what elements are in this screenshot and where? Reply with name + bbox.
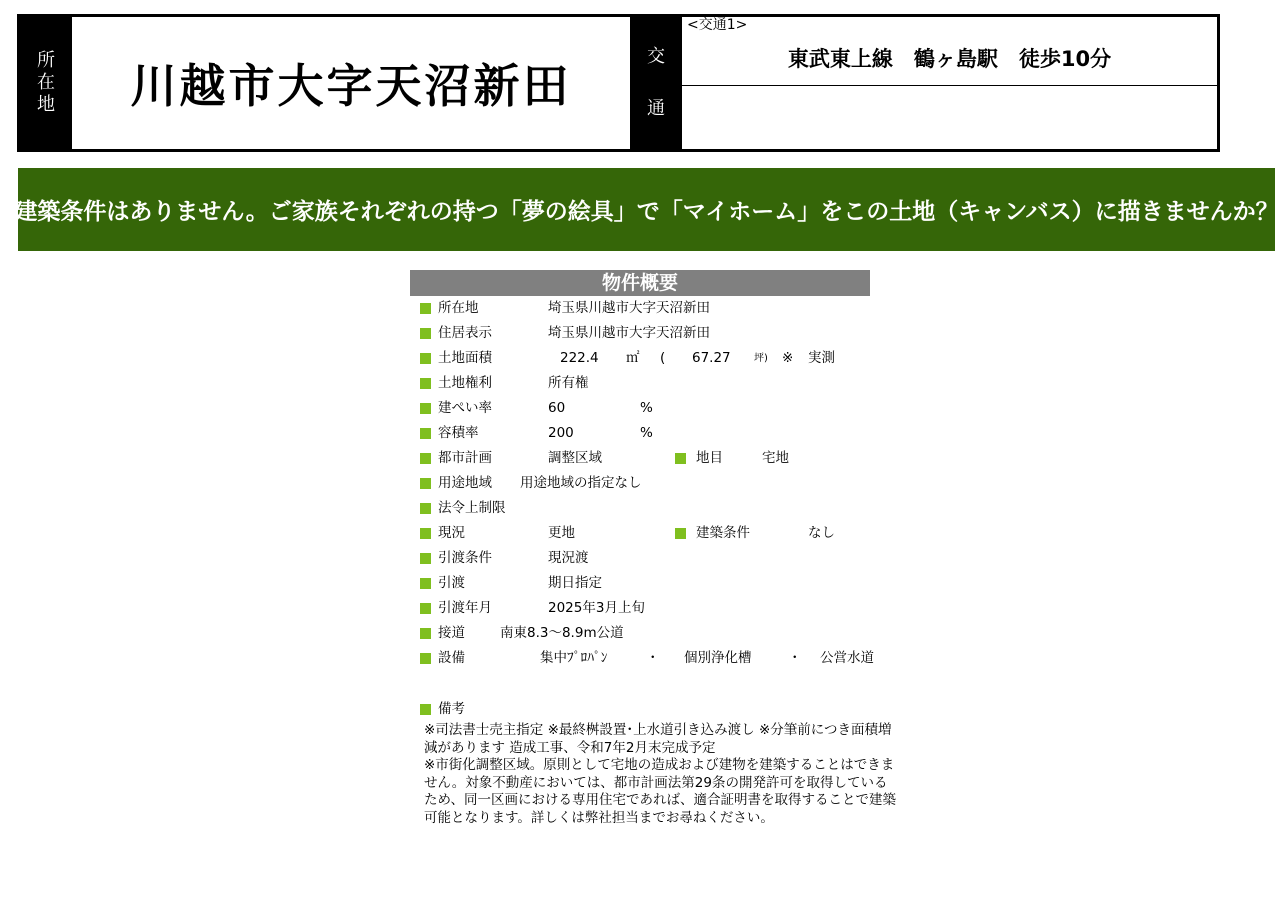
traffic-label xyxy=(630,17,682,149)
row-label: 土地面積 xyxy=(438,350,492,366)
row-unit: ㎡ xyxy=(626,350,640,366)
row-value-3: 公営水道 xyxy=(820,650,874,666)
location-label-char: 地 xyxy=(37,94,55,115)
notes-heading xyxy=(410,697,890,722)
property-summary xyxy=(410,270,896,827)
bullet-icon xyxy=(420,303,431,314)
bullet-icon xyxy=(420,353,431,364)
bullet-icon xyxy=(420,653,431,664)
location-value: 川越市大字天沼新田 xyxy=(130,59,572,113)
bullet-icon xyxy=(420,328,431,339)
row-value: 60 xyxy=(548,400,566,416)
row-label: 土地権利 xyxy=(438,375,492,391)
bullet-icon xyxy=(420,428,431,439)
row-far xyxy=(410,421,890,446)
row-value: 現況渡 xyxy=(548,550,589,566)
row-paren: ( xyxy=(660,350,666,366)
notes-text: ※司法書士売主指定 ※最終桝設置･上水道引き込み渡し ※分筆前につき面積増減があります 造成工事、令和7年2月末完成予定 ※市街化調整区域。原則として宅地の造成および建物を建築することはできません。対象不動産においては、都市計画法第29条の開発許可を取得しているため、同一区画における専用住宅であれば、適合証明書を取得することで建築可能となります。詳しくは弊社担当までお尋ねください。 xyxy=(424,722,896,826)
traffic-row xyxy=(682,17,1217,86)
row-label: 住居表示 xyxy=(438,325,492,341)
bullet-icon xyxy=(420,503,431,514)
row-label: 現況 xyxy=(438,525,465,541)
row-label: 引渡 xyxy=(438,575,465,591)
row-value-1: 集中ﾌﾟﾛﾊﾟﾝ xyxy=(540,650,608,666)
row-value: 南東8.3～8.9m公道 xyxy=(500,625,624,641)
row-value: 所有権 xyxy=(548,375,589,391)
row-label: 建ぺい率 xyxy=(438,400,492,416)
row-zoning xyxy=(410,471,890,496)
row-status xyxy=(410,521,890,546)
bullet-icon xyxy=(420,403,431,414)
row-unit: % xyxy=(640,400,653,416)
row-label: 引渡年月 xyxy=(438,600,492,616)
row-legal xyxy=(410,496,890,521)
row-city-plan xyxy=(410,446,890,471)
bullet-icon xyxy=(420,553,431,564)
row-unit: % xyxy=(640,425,653,441)
row-value-2: なし xyxy=(808,525,835,541)
row-address xyxy=(410,296,890,321)
bullet-icon xyxy=(420,378,431,389)
row-road xyxy=(410,621,890,646)
traffic-box xyxy=(682,17,1217,149)
row-label: 法令上制限 xyxy=(438,500,506,516)
row-coverage xyxy=(410,396,890,421)
summary-title: 物件概要 xyxy=(410,270,870,296)
row-facilities xyxy=(410,646,890,671)
row-label-2: 地目 xyxy=(696,450,723,466)
location-label xyxy=(20,17,72,149)
location-label-char: 所 xyxy=(37,50,55,71)
bullet-icon xyxy=(420,528,431,539)
row-value: 200 xyxy=(548,425,574,441)
row-delivery-cond xyxy=(410,546,890,571)
notes-label: 備考 xyxy=(438,701,465,717)
location-label-char: 在 xyxy=(37,72,55,93)
row-label: 容積率 xyxy=(438,425,479,441)
row-value: 2025年3月上旬 xyxy=(548,600,645,616)
row-label: 所在地 xyxy=(438,300,479,316)
row-dot: ・ xyxy=(646,650,660,666)
row-tsubo-unit: 坪) xyxy=(754,353,768,364)
row-label-2: 建築条件 xyxy=(696,525,750,541)
row-value: 埼玉県川越市大字天沼新田 xyxy=(548,325,710,341)
row-mark: ※ xyxy=(782,350,794,366)
traffic-label-char: 交 xyxy=(647,46,665,67)
bullet-icon xyxy=(420,603,431,614)
row-residence xyxy=(410,321,890,346)
row-label: 接道 xyxy=(438,625,465,641)
row-value: 埼玉県川越市大字天沼新田 xyxy=(548,300,710,316)
bullet-icon xyxy=(420,453,431,464)
bullet-icon xyxy=(675,528,686,539)
row-label: 用途地域 xyxy=(438,475,492,491)
property-header xyxy=(17,14,1220,152)
row-label: 設備 xyxy=(438,650,465,666)
row-value-2: 宅地 xyxy=(762,450,789,466)
bullet-icon xyxy=(420,578,431,589)
row-value: 期日指定 xyxy=(548,575,602,591)
row-land-area xyxy=(410,346,890,371)
row-value: 更地 xyxy=(548,525,575,541)
traffic-text: 東武東上線 鶴ヶ島駅 徒歩10分 xyxy=(787,47,1112,71)
bullet-icon xyxy=(420,628,431,639)
row-dot: ・ xyxy=(788,650,802,666)
row-measure: 実測 xyxy=(808,350,835,366)
row-value: 用途地域の指定なし xyxy=(520,475,642,491)
row-delivery-date xyxy=(410,596,890,621)
row-land-rights xyxy=(410,371,890,396)
bullet-icon xyxy=(675,453,686,464)
row-label: 都市計画 xyxy=(438,450,492,466)
row-value: 222.4 xyxy=(560,350,599,366)
row-delivery xyxy=(410,571,890,596)
traffic-label-char: 通 xyxy=(647,98,665,119)
row-tsubo: 67.27 xyxy=(692,350,731,366)
traffic-tag: <交通1> xyxy=(687,17,748,33)
bullet-icon xyxy=(420,478,431,489)
row-value-2: 個別浄化槽 xyxy=(684,650,752,666)
promo-banner: 建築条件はありません。ご家族それぞれの持つ「夢の絵具」で「マイホーム」をこの土地（キャンバス）に描きませんか？ xyxy=(18,168,1275,251)
row-label: 引渡条件 xyxy=(438,550,492,566)
bullet-icon xyxy=(420,704,431,715)
row-value: 調整区域 xyxy=(548,450,602,466)
